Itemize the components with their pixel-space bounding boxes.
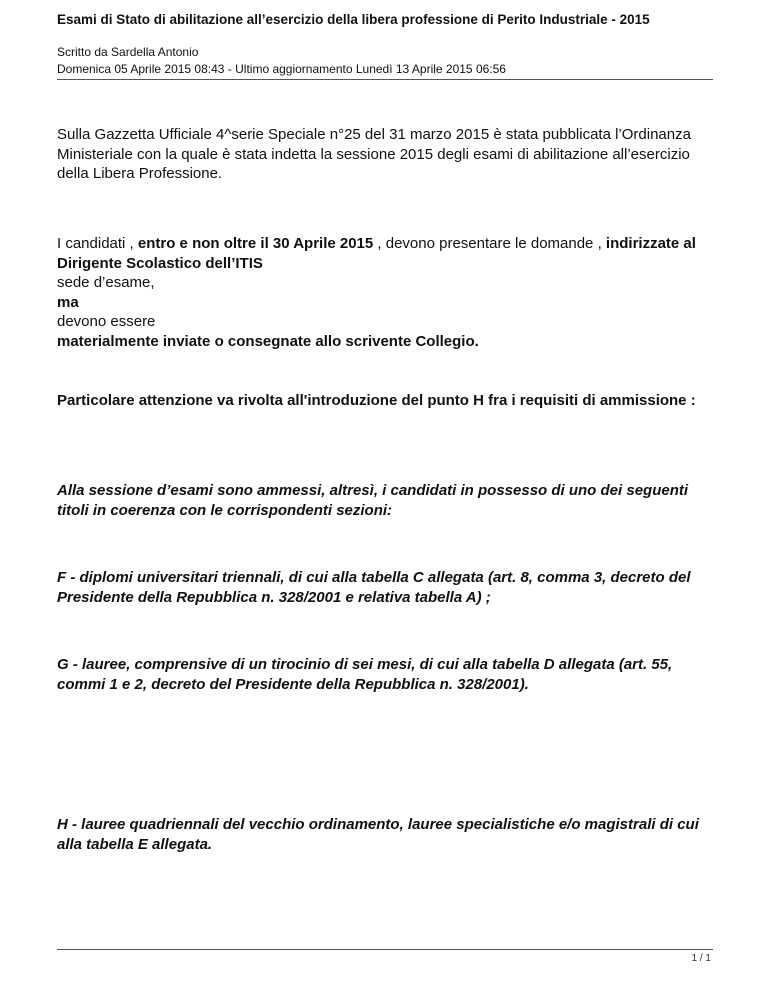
document-header-title: Esami di Stato di abilitazione all’esercizio della libera professione di Perito Industriale - 2015 [57, 12, 650, 27]
requirement-h: H - lauree quadriennali del vecchio ordinamento, lauree specialistiche e/o magistrali di cui alla tabella E allegata. [57, 816, 699, 853]
candidates-text-1: I candidati , [57, 235, 138, 252]
requirement-g: G - lauree, comprensive di un tirocinio di sei mesi, di cui alla tabella D allegata (art. 55, commi 1 e 2, decreto del Presidente della Repubblica n. 328/2001). [57, 656, 673, 693]
candidates-text-2: , devono presentare le domande , [373, 235, 606, 252]
date-line: Domenica 05 Aprile 2015 08:43 - Ultimo aggiornamento Lunedì 13 Aprile 2015 06:56 [57, 62, 506, 76]
attention-paragraph: Particolare attenzione va rivolta all'introduzione del punto H fra i requisiti di ammissione : [57, 392, 696, 409]
deadline-text: entro e non oltre il 30 Aprile 2015 [137, 235, 374, 252]
article-meta [57, 44, 506, 78]
header-divider [57, 79, 713, 80]
footer-divider [57, 949, 713, 950]
requirement-f: F - diplomi universitari triennali, di cui alla tabella C allegata (art. 8, comma 3, decreto del Presidente della Repubblica n. 328/2001 e relativa tabella A) ; [57, 569, 691, 606]
admitted-paragraph: Alla sessione d’esami sono ammessi, altresì, i candidati in possesso di uno dei seguenti titoli in coerenza con le corrispondenti sezioni: [57, 482, 689, 519]
addressee-text: indirizzate al Dirigente Scolastico dell’ITIS [57, 235, 696, 272]
candidates-paragraph [57, 234, 717, 351]
candidates-first-line [57, 234, 717, 273]
candidates-line-4: devono essere [57, 313, 156, 330]
page-number: 1 / 1 [691, 953, 711, 964]
intro-paragraph: Sulla Gazzetta Ufficiale 4^serie Speciale n°25 del 31 marzo 2015 è stata pubblicata l’Ordinanza Ministeriale con la quale è stata indetta la sessione 2015 degli esami di abilitazione all’esercizio della Libera Professione. [57, 126, 691, 182]
author-line: Scritto da Sardella Antonio [57, 45, 199, 59]
candidates-line-5: materialmente inviate o consegnate allo scrivente Collegio. [57, 332, 479, 350]
candidates-line-2: sede d’esame, [57, 274, 155, 291]
candidates-line-3: ma [57, 293, 79, 311]
